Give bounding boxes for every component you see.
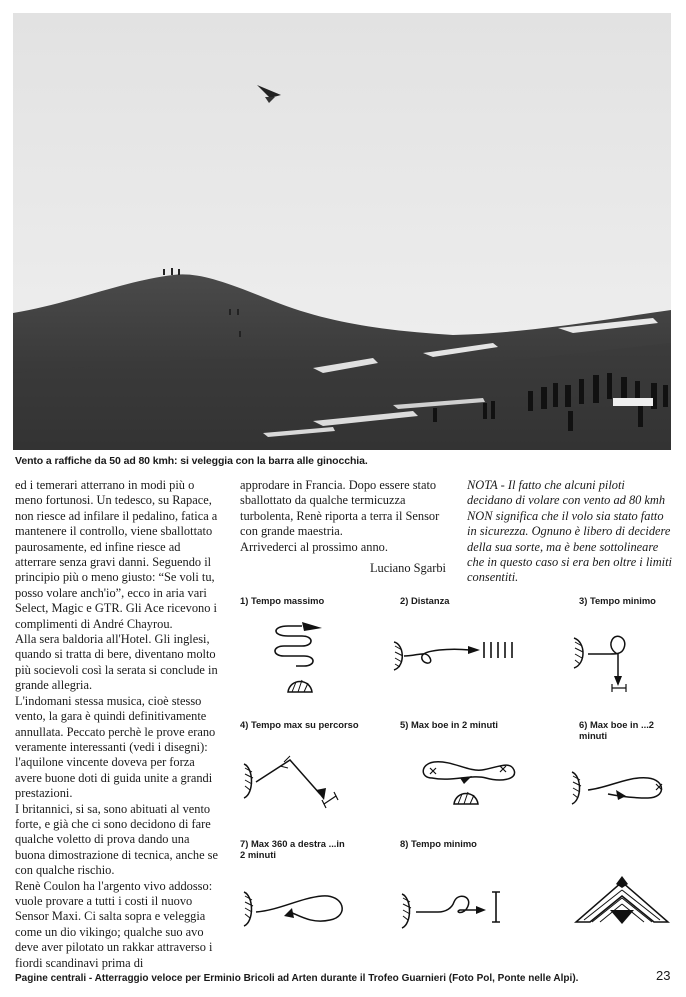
page-footer: Pagine centrali - Atterraggio veloce per Erminio Bricoli ad Arten durante il Trofeo Guarnieri (Foto Pol, Ponte nelle Alpi). (15, 973, 579, 984)
page-number: 23 (656, 968, 671, 983)
diagram-label-6: 6) Max boe in ...2 minuti (579, 719, 655, 741)
diagram-distanza (390, 630, 530, 680)
diagram-label-2: 2) Distanza (400, 595, 450, 606)
photo-caption: Vento a raffiche da 50 ad 80 kmh: si veleggia con la barra alle ginocchia. (15, 455, 368, 467)
author-signature: Luciano Sgarbi (369, 561, 446, 576)
diagram-label-4: 4) Tempo max su percorso (240, 719, 359, 730)
diagram-tempo-minimo-2 (398, 882, 508, 942)
diagram-percorso (240, 750, 350, 820)
paragraph: Renè Coulon ha l'argento vivo addosso: vuole provare a tutti i costi il nuovo Sensor Maxi. Ci salta sopra e veleggia come un dio vikingo; qualche suo avo deve aver pilotato un rakkar attraverso i fiordi scandinavi prima di (15, 878, 213, 970)
paragraph: Alla sera baldoria all'Hotel. Gli inglesi, quando si tratta di bere, diventano molto più socievoli così la serata si conclude in grande allegria. (15, 632, 218, 693)
paragraph: L'indomani stessa musica, cioè stesso vento, la gara è quindi definitivamente annullata. Peccato perchè le prove erano veramente interessanti (vedi i disegni): l'aquilone vincente doveva per forza avere buone doti di guida unite a grandi prestazioni. (15, 693, 216, 801)
paragraph: I britannici, si sa, sono abituati al vento forte, e già che ci sono decidono di fare qualche voletto di prova dando una buona dimostrazione di tecnica, anche se con qualche rischio. (15, 801, 218, 878)
hill-photo (13, 13, 671, 450)
safety-note: NOTA - Il fatto che alcuni piloti decidano di volare con vento ad 80 kmh NON significa che il volo sia stato fatto in sicurezza. Ognuno è libero di decidere della sua sorte, ma è bene sottolineare che in questo caso si era ben oltre i limiti consentiti. (467, 478, 672, 585)
article-column-2 (240, 478, 446, 576)
diagram-tempo-massimo (262, 620, 332, 700)
diagram-label-1: 1) Tempo massimo (240, 595, 325, 606)
diagram-label-3: 3) Tempo minimo (579, 595, 656, 606)
diagram-360-destra (240, 880, 360, 940)
glider-emblem-icon (572, 872, 672, 932)
diagram-label-8: 8) Tempo minimo (400, 838, 477, 849)
diagram-label-5: 5) Max boe in 2 minuti (400, 719, 498, 730)
diagram-max-boe-2 (568, 760, 668, 820)
diagram-max-boe (412, 748, 522, 818)
paragraph: approdare in Francia. Dopo essere stato sballottato da qualche termicuzza turbolenta, Renè riporta a terra il Sensor con grande maestria. (240, 478, 440, 539)
diagram-tempo-minimo (570, 620, 660, 700)
paragraph: ed i temerari atterrano in modi più o meno fortunosi. Un tedesco, su Rapace, non riesce ad infilare il pedalino, fatica a mantenere il controllo, viene sballottato paurosamente, ed infine riesce ad atterrare senza gravi danni. Seguendo il principio più o meno giusto: “Se voli tu, posso volare anch'io”, ecco in aria vari Select, Magic e GTR. Gli Ace ricevono i complimenti di André Chayrou. (15, 478, 218, 631)
article-column-1 (15, 478, 221, 971)
paragraph: Arrivederci al prossimo anno. (240, 539, 388, 554)
diagram-label-7: 7) Max 360 a destra ...in 2 minuti (240, 838, 345, 860)
